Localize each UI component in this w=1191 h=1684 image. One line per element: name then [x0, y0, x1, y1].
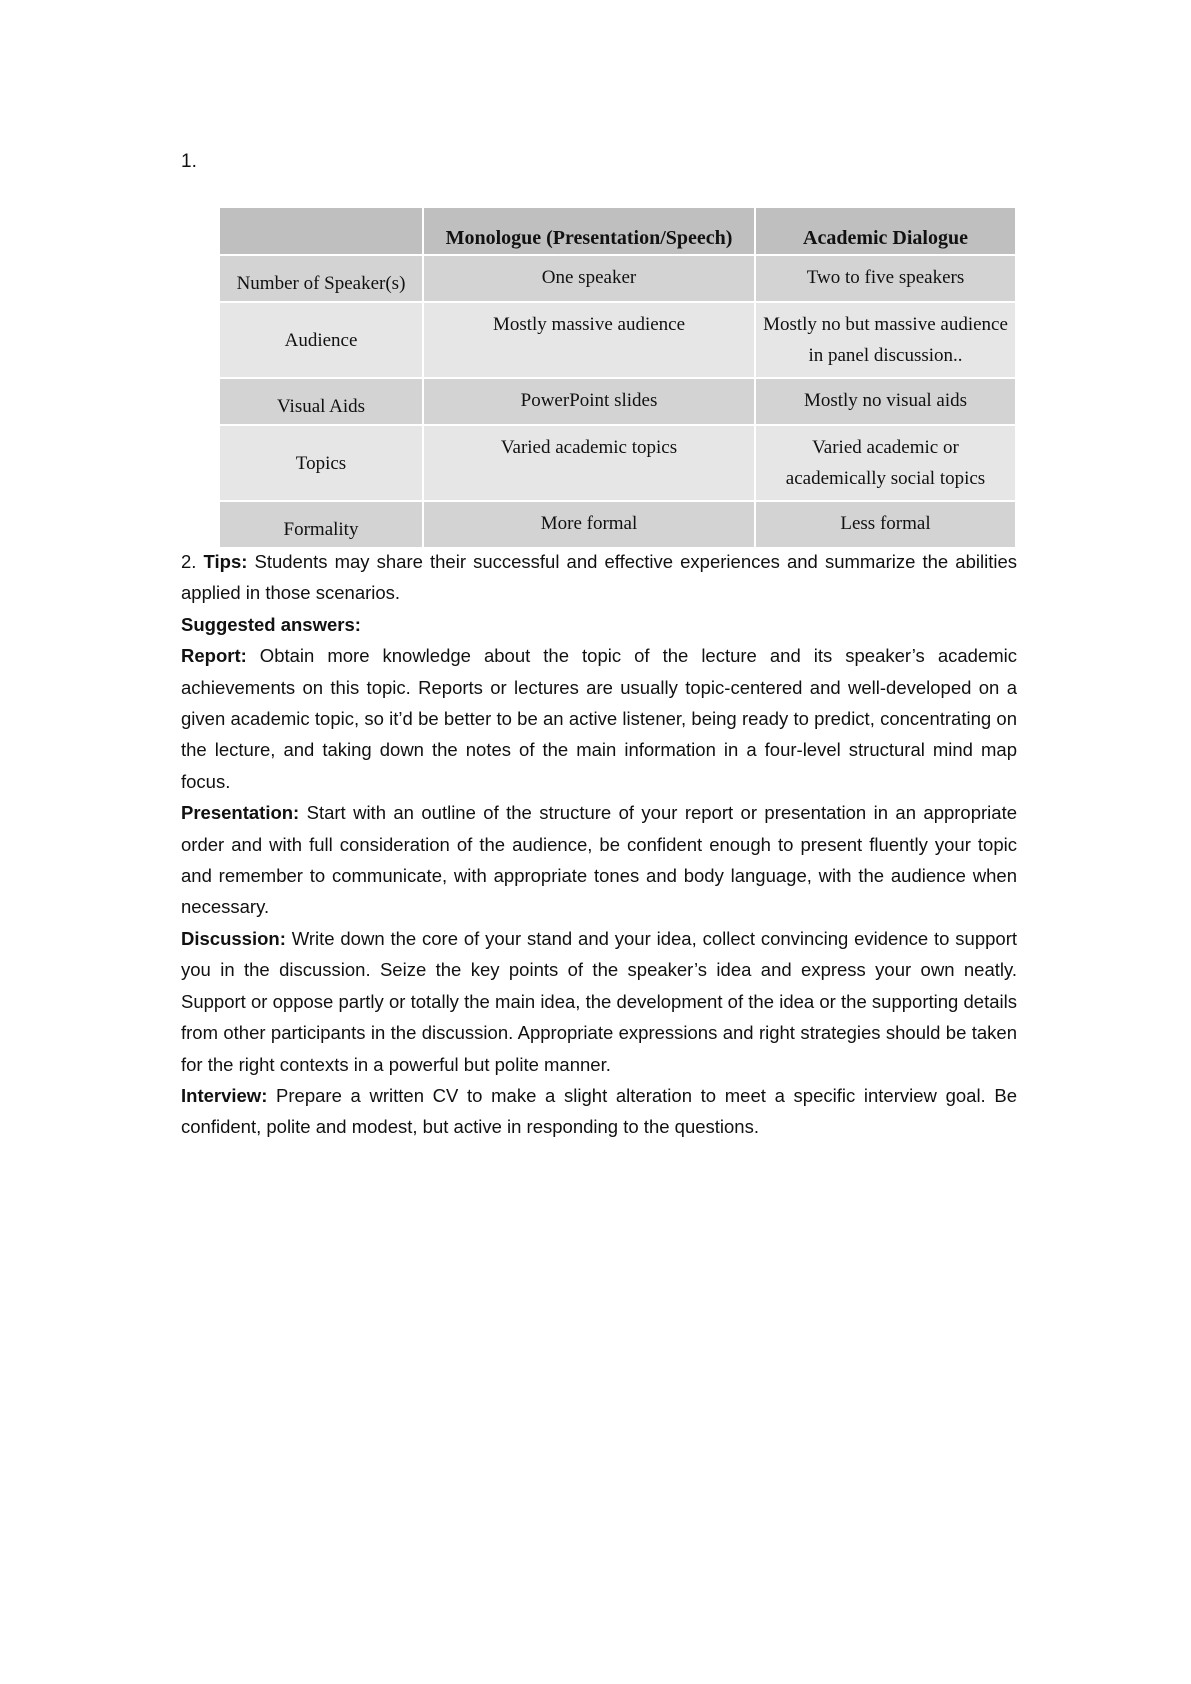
header-cell-dialogue: Academic Dialogue	[756, 208, 1015, 254]
table-cell: Mostly no but massive audience in panel discussion..	[756, 303, 1015, 377]
table-cell: More formal	[424, 502, 754, 547]
table-row	[220, 379, 1015, 424]
tips-text: Students may share their successful and effective experiences and summarize the abilities applied in those scenarios.	[181, 551, 1017, 604]
discussion-label: Discussion:	[181, 927, 286, 949]
table-cell: Varied academic or academically social topics	[756, 426, 1015, 500]
tips-label: Tips:	[203, 551, 248, 572]
row-label-audience: Audience	[220, 303, 422, 377]
interview-paragraph	[181, 1080, 1017, 1143]
section-2-body	[181, 546, 1017, 1143]
table-header-row	[220, 208, 1015, 254]
table-cell: PowerPoint slides	[424, 379, 754, 424]
presentation-paragraph	[181, 797, 1017, 923]
table-cell: Mostly massive audience	[424, 303, 754, 377]
table-row	[220, 256, 1015, 301]
report-text: Obtain more knowledge about the topic of the lecture and its speaker’s academic achievements on this topic. Reports or lectures are usually topic-centered and well-developed on a given academic topic, so it’d be better to be an active listener, being ready to predict, concentrating on the lecture, and taking down the notes of the main information in a four-level structural mind map focus.	[181, 645, 1017, 792]
header-cell-empty	[220, 208, 422, 254]
table-row	[220, 303, 1015, 377]
table-row	[220, 426, 1015, 500]
table-cell: Less formal	[756, 502, 1015, 547]
table-row	[220, 502, 1015, 547]
discussion-paragraph	[181, 923, 1017, 1080]
interview-label: Interview:	[181, 1084, 268, 1106]
table-cell: One speaker	[424, 256, 754, 301]
report-label: Report:	[181, 645, 247, 667]
table-cell: Two to five speakers	[756, 256, 1015, 301]
discussion-text: Write down the core of your stand and your idea, collect convincing evidence to support you in the discussion. Seize the key points of the speaker’s idea and express your own neatly. Support or oppose partly or totally the main idea, the development of the idea or the supporting details from other participants in the discussion. Appropriate expressions and right strategies should be taken for the right contexts in a powerful but polite manner.	[181, 927, 1017, 1075]
question-2-number: 2.	[181, 551, 197, 572]
suggested-answers-label: Suggested answers:	[181, 613, 361, 635]
report-paragraph	[181, 640, 1017, 797]
table-cell: Mostly no visual aids	[756, 379, 1015, 424]
table-cell: Varied academic topics	[424, 426, 754, 500]
presentation-text: Start with an outline of the structure of your report or presentation in an appropriate order and with full consideration of the audience, be confident enough to present fluently your topic and remember to communicate, with appropriate tones and body language, with the audience when necessary.	[181, 802, 1017, 918]
row-label-visual-aids: Visual Aids	[220, 379, 422, 424]
row-label-speakers: Number of Speaker(s)	[220, 256, 422, 301]
header-cell-monologue: Monologue (Presentation/Speech)	[424, 208, 754, 254]
row-label-topics: Topics	[220, 426, 422, 500]
suggested-answers-heading	[181, 609, 1017, 640]
interview-text: Prepare a written CV to make a slight alteration to meet a specific interview goal. Be confident, polite and modest, but active in responding to the questions.	[181, 1084, 1017, 1138]
row-label-formality: Formality	[220, 502, 422, 547]
question-1-number: 1.	[181, 151, 197, 172]
presentation-label: Presentation:	[181, 802, 300, 824]
tips-paragraph	[181, 546, 1017, 609]
comparison-table	[218, 206, 1017, 549]
